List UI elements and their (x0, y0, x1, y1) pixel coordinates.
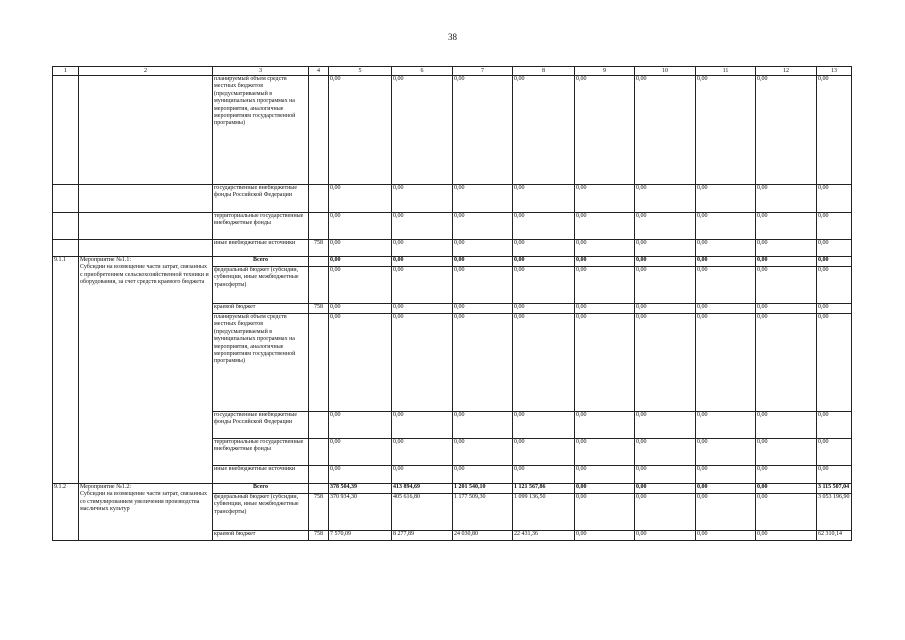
amount-cell: 0,00 (513, 439, 575, 466)
funding-source: территориальные государственные внебюджетные фонды (213, 439, 309, 466)
funding-source: Всего (213, 257, 309, 267)
amount-cell: 0,00 (635, 185, 696, 213)
table-body (53, 76, 852, 541)
budget-table (52, 66, 852, 541)
amount-cell: 62 310,14 (817, 531, 852, 541)
amount-cell: 0,00 (329, 304, 392, 314)
header-row (53, 67, 852, 76)
amount-cell: 0,00 (817, 257, 852, 267)
amount-cell: 0,00 (513, 267, 575, 304)
funding-source: планируемый объем средств местных бюджетов (предусматриваемый в муниципальных программах на мероприятия, аналогичные мероприятиям государственной программы) (213, 76, 309, 185)
amount-cell: 3 115 507,04 (817, 484, 852, 494)
column-header: 8 (513, 67, 575, 76)
amount-cell: 0,00 (453, 466, 513, 484)
empty-cell (79, 185, 213, 213)
amount-cell: 0,00 (392, 257, 453, 267)
empty-cell (53, 240, 79, 257)
amount-cell: 0,00 (513, 76, 575, 185)
amount-cell: 0,00 (817, 439, 852, 466)
amount-cell: 1 201 540,10 (453, 484, 513, 494)
amount-cell: 0,00 (756, 531, 817, 541)
amount-cell: 0,00 (635, 439, 696, 466)
amount-cell: 0,00 (696, 267, 756, 304)
amount-cell: 0,00 (575, 257, 635, 267)
amount-cell: 0,00 (392, 76, 453, 185)
item-description (79, 484, 213, 541)
column-header: 13 (817, 67, 852, 76)
funding-source: иные внебюджетные источники (213, 240, 309, 257)
column-header: 4 (309, 67, 329, 76)
amount-cell: 0,00 (575, 466, 635, 484)
amount-cell: 378 504,39 (329, 484, 392, 494)
amount-cell: 0,00 (696, 304, 756, 314)
amount-cell: 0,00 (696, 494, 756, 531)
amount-cell: 0,00 (817, 267, 852, 304)
amount-cell: 1 121 567,86 (513, 484, 575, 494)
amount-cell: 0,00 (635, 304, 696, 314)
gbs-code (309, 439, 329, 466)
gbs-code: 758 (309, 240, 329, 257)
item-number: 9.1.2 (53, 484, 79, 541)
amount-cell: 0,00 (329, 257, 392, 267)
amount-cell: 0,00 (575, 484, 635, 494)
table-row (53, 213, 852, 240)
amount-cell: 0,00 (756, 484, 817, 494)
amount-cell: 0,00 (329, 213, 392, 240)
table-row-total (53, 257, 852, 267)
funding-source: иные внебюджетные источники (213, 466, 309, 484)
gbs-code: 758 (309, 494, 329, 531)
gbs-code (309, 76, 329, 185)
amount-cell: 370 934,30 (329, 494, 392, 531)
column-header: 2 (79, 67, 213, 76)
empty-cell (53, 213, 79, 240)
amount-cell: 0,00 (513, 314, 575, 412)
item-description (79, 257, 213, 484)
column-header: 11 (696, 67, 756, 76)
amount-cell: 1 177 509,30 (453, 494, 513, 531)
funding-source: федеральный бюджет (субсидии, субвенции, иные межбюджетные трансферты) (213, 494, 309, 531)
amount-cell: 0,00 (392, 439, 453, 466)
item-text: Субсидии на возмещение части затрат, связанных со стимулированием увеличения производства масличных культур (80, 491, 208, 513)
gbs-code (309, 267, 329, 304)
amount-cell: 0,00 (392, 314, 453, 412)
amount-cell: 0,00 (329, 240, 392, 257)
amount-cell: 0,00 (453, 240, 513, 257)
amount-cell: 0,00 (392, 240, 453, 257)
amount-cell: 0,00 (329, 439, 392, 466)
funding-source: краевой бюджет (213, 531, 309, 541)
amount-cell: 0,00 (696, 76, 756, 185)
amount-cell: 0,00 (696, 439, 756, 466)
amount-cell: 0,00 (329, 466, 392, 484)
amount-cell: 0,00 (329, 267, 392, 304)
empty-cell (53, 185, 79, 213)
amount-cell: 0,00 (575, 531, 635, 541)
amount-cell: 0,00 (756, 267, 817, 304)
funding-source: краевой бюджет (213, 304, 309, 314)
amount-cell: 0,00 (756, 494, 817, 531)
amount-cell: 0,00 (513, 304, 575, 314)
table-row (53, 240, 852, 257)
gbs-code (309, 314, 329, 412)
funding-source: Всего (213, 484, 309, 494)
gbs-code (309, 257, 329, 267)
amount-cell: 0,00 (756, 304, 817, 314)
column-header: 12 (756, 67, 817, 76)
funding-source: планируемый объем средств местных бюджетов (предусматриваемый в муниципальных программах на мероприятия, аналогичные мероприятиям государственной программы) (213, 314, 309, 412)
amount-cell: 0,00 (453, 76, 513, 185)
amount-cell: 3 053 196,90 (817, 494, 852, 531)
amount-cell: 0,00 (392, 304, 453, 314)
amount-cell: 0,00 (696, 213, 756, 240)
amount-cell: 0,00 (513, 257, 575, 267)
amount-cell: 0,00 (696, 240, 756, 257)
amount-cell: 7 570,09 (329, 531, 392, 541)
amount-cell: 0,00 (696, 484, 756, 494)
amount-cell: 0,00 (817, 213, 852, 240)
gbs-code (309, 412, 329, 439)
amount-cell: 0,00 (635, 76, 696, 185)
empty-cell (53, 76, 79, 185)
amount-cell: 0,00 (513, 466, 575, 484)
amount-cell: 0,00 (696, 412, 756, 439)
amount-cell: 1 099 136,50 (513, 494, 575, 531)
amount-cell: 0,00 (575, 314, 635, 412)
amount-cell: 0,00 (575, 412, 635, 439)
gbs-code (309, 213, 329, 240)
amount-cell: 0,00 (329, 314, 392, 412)
amount-cell: 0,00 (453, 267, 513, 304)
funding-source: государственные внебюджетные фонды Российской Федерации (213, 412, 309, 439)
amount-cell: 0,00 (635, 213, 696, 240)
gbs-code: 758 (309, 304, 329, 314)
column-header: 1 (53, 67, 79, 76)
column-header: 9 (575, 67, 635, 76)
amount-cell: 0,00 (392, 466, 453, 484)
amount-cell: 0,00 (513, 412, 575, 439)
item-text: Субсидии на возмещение части затрат, связанных с приобретением сельскохозяйственной техники и оборудования, за счет средств краевого бюджета (80, 264, 209, 286)
table-row-total (53, 484, 852, 494)
funding-source: государственные внебюджетные фонды Российской Федерации (213, 185, 309, 213)
amount-cell: 413 894,69 (392, 484, 453, 494)
amount-cell: 0,00 (513, 213, 575, 240)
column-header: 10 (635, 67, 696, 76)
item-number: 9.1.1 (53, 257, 79, 484)
amount-cell: 0,00 (392, 412, 453, 439)
amount-cell: 0,00 (329, 412, 392, 439)
amount-cell: 0,00 (575, 240, 635, 257)
amount-cell: 0,00 (756, 257, 817, 267)
amount-cell: 0,00 (817, 304, 852, 314)
amount-cell: 0,00 (575, 185, 635, 213)
amount-cell: 0,00 (696, 531, 756, 541)
gbs-code (309, 466, 329, 484)
amount-cell: 0,00 (817, 185, 852, 213)
gbs-code (309, 484, 329, 494)
amount-cell: 0,00 (756, 213, 817, 240)
amount-cell: 0,00 (756, 185, 817, 213)
amount-cell: 0,00 (453, 439, 513, 466)
amount-cell: 0,00 (329, 76, 392, 185)
amount-cell: 0,00 (575, 439, 635, 466)
amount-cell: 0,00 (756, 76, 817, 185)
amount-cell: 0,00 (817, 76, 852, 185)
amount-cell: 0,00 (756, 439, 817, 466)
amount-cell: 0,00 (575, 76, 635, 185)
gbs-code (309, 185, 329, 213)
amount-cell: 0,00 (453, 185, 513, 213)
amount-cell: 0,00 (513, 185, 575, 213)
amount-cell: 0,00 (817, 466, 852, 484)
item-title: Мероприятие №1.1: (80, 257, 131, 263)
funding-source: федеральный бюджет (субсидии, субвенции, иные межбюджетные трансферты) (213, 267, 309, 304)
amount-cell: 0,00 (392, 267, 453, 304)
amount-cell: 0,00 (635, 240, 696, 257)
column-header: 6 (392, 67, 453, 76)
amount-cell: 8 277,89 (392, 531, 453, 541)
amount-cell: 0,00 (635, 531, 696, 541)
amount-cell: 0,00 (635, 484, 696, 494)
amount-cell: 22 431,36 (513, 531, 575, 541)
amount-cell: 0,00 (575, 267, 635, 304)
amount-cell: 405 616,80 (392, 494, 453, 531)
amount-cell: 0,00 (453, 213, 513, 240)
amount-cell: 0,00 (756, 314, 817, 412)
amount-cell: 0,00 (756, 466, 817, 484)
amount-cell: 0,00 (392, 185, 453, 213)
amount-cell: 0,00 (635, 494, 696, 531)
empty-cell (79, 240, 213, 257)
amount-cell: 0,00 (453, 304, 513, 314)
amount-cell: 0,00 (817, 412, 852, 439)
amount-cell: 0,00 (635, 466, 696, 484)
amount-cell: 0,00 (329, 185, 392, 213)
table-row (53, 185, 852, 213)
amount-cell: 0,00 (575, 304, 635, 314)
amount-cell: 0,00 (513, 240, 575, 257)
amount-cell: 0,00 (635, 314, 696, 412)
amount-cell: 24 030,80 (453, 531, 513, 541)
column-header: 7 (453, 67, 513, 76)
amount-cell: 0,00 (392, 213, 453, 240)
empty-cell (79, 76, 213, 185)
item-title: Мероприятие №1.2: (80, 484, 131, 490)
amount-cell: 0,00 (696, 257, 756, 267)
amount-cell: 0,00 (756, 240, 817, 257)
funding-source: территориальные государственные внебюджетные фонды (213, 213, 309, 240)
amount-cell: 0,00 (575, 494, 635, 531)
amount-cell: 0,00 (575, 213, 635, 240)
amount-cell: 0,00 (696, 185, 756, 213)
amount-cell: 0,00 (635, 412, 696, 439)
column-header: 3 (213, 67, 309, 76)
amount-cell: 0,00 (696, 466, 756, 484)
amount-cell: 0,00 (635, 267, 696, 304)
gbs-code: 758 (309, 531, 329, 541)
amount-cell: 0,00 (453, 412, 513, 439)
column-header: 5 (329, 67, 392, 76)
empty-cell (79, 213, 213, 240)
amount-cell: 0,00 (817, 240, 852, 257)
amount-cell: 0,00 (635, 257, 696, 267)
table-row (53, 76, 852, 185)
amount-cell: 0,00 (817, 314, 852, 412)
amount-cell: 0,00 (696, 314, 756, 412)
amount-cell: 0,00 (453, 257, 513, 267)
amount-cell: 0,00 (453, 314, 513, 412)
page-number: 38 (448, 32, 457, 42)
amount-cell: 0,00 (756, 412, 817, 439)
